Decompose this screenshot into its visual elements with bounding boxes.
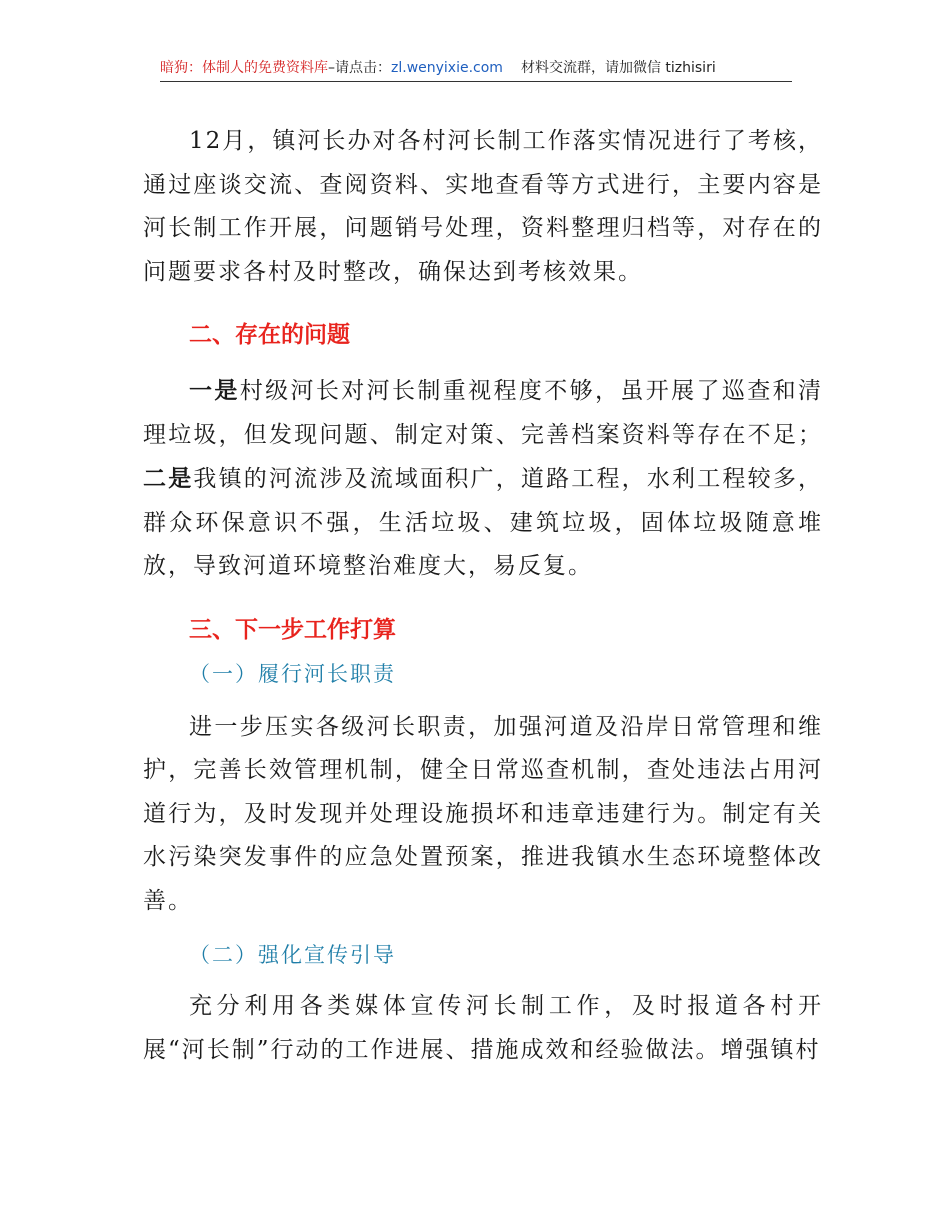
heading-problems: 二、存在的问题 bbox=[189, 322, 350, 348]
subheading-publicity: （二）强化宣传引导 bbox=[189, 943, 396, 967]
header-click-label: –请点击： bbox=[328, 60, 391, 76]
header-site-label: 暗狗：体制人的免费资料库 bbox=[160, 60, 328, 76]
paragraph-publicity: 充分利用各类媒体宣传河长制工作，及时报道各村开展“河长制”行动的工作进展、措施成效和经验做法。增强镇村 bbox=[143, 993, 823, 1063]
heading-next-steps: 三、下一步工作打算 bbox=[189, 616, 396, 643]
subheading-river-chief-duties: （一）履行河长职责 bbox=[189, 661, 396, 686]
paragraph-assessment: 12月，镇河长办对各村河长制工作落实情况进行了考核，通过座谈交流、查阅资料、实地查看等方式进行，主要内容是河长制工作开展，问题销号处理，资料整理归档等，对存在的问题要求各村及时整改，确保达到考核效果。 bbox=[143, 128, 823, 285]
issue2-lead: 二是 bbox=[143, 465, 194, 492]
issue2-text: 我镇的河流涉及流域面积广，道路工程，水利工程较多，群众环保意识不强，生活垃圾、建筑垃圾，固体垃圾随意堆放，导致河道环境整治难度大，易反复。 bbox=[143, 466, 824, 579]
paragraph-problems bbox=[143, 369, 823, 589]
issue1-text: 村级河长对河长制重视程度不够，虽开展了巡查和清理垃圾，但发现问题、制定对策、完善档案资料等存在不足； bbox=[143, 378, 823, 448]
page-header bbox=[160, 57, 792, 82]
paragraph-river-chief-duties: 进一步压实各级河长职责，加强河道及沿岸日常管理和维护，完善长效管理机制，健全日常巡查机制，查处违法占用河道行为，及时发现并处理设施损坏和违章违建行为。制定有关水污染突发事件的应急处置预案，推进我镇水生态环境整体改善。 bbox=[143, 713, 823, 914]
header-contact: 材料交流群，请加微信 tizhisiri bbox=[520, 60, 716, 76]
document-body bbox=[143, 110, 823, 1072]
header-url-link[interactable]: zl.wenyixie.com bbox=[391, 60, 503, 76]
issue1-lead: 一是 bbox=[189, 377, 240, 404]
